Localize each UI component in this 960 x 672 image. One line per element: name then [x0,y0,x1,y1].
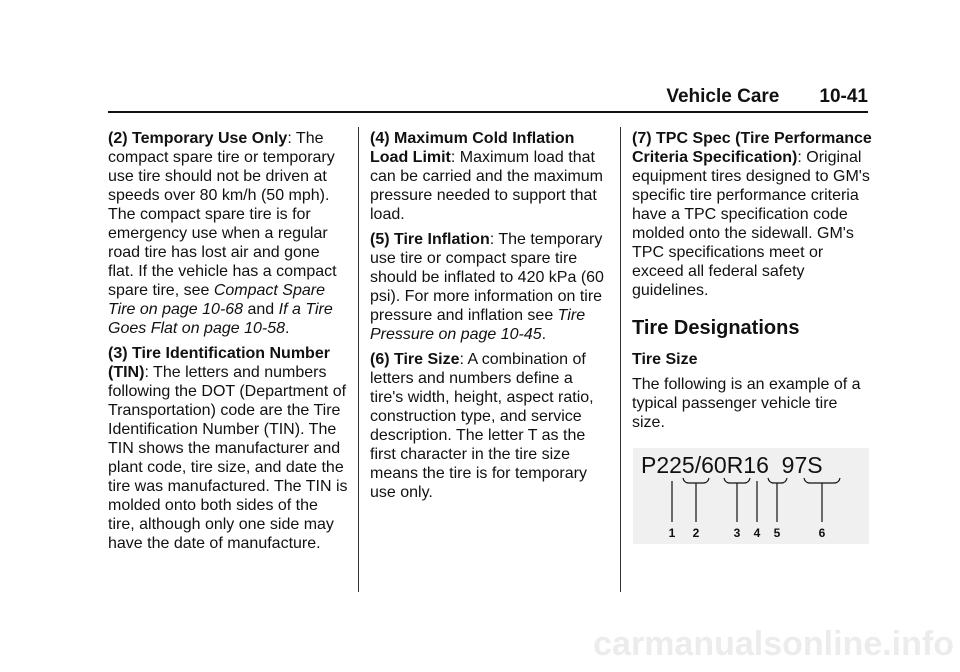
cross-ref-tire-pressure[interactable]: Tire Pressure on page 10-45 [370,307,586,343]
term-colon: : [450,149,456,166]
column-divider [620,127,621,592]
connector-text: and [243,301,279,318]
term-colon: : [489,231,495,248]
tire-size-illustration [633,448,869,544]
header-section-title: Vehicle Care [666,86,780,107]
term-colon: : [797,149,802,166]
paragraph-text: The letters and numbers following the DOT (Department of Transportation) code are the Tire Identification Number (TIN). The TIN shows the manufacturer and plant code, tire size, and date the tire was manufactured. The TIN is molded onto both sides of the tire, although only one side may have the date of manufacture. [108,364,348,552]
subheading-tire-size: Tire Size [632,351,698,368]
term-colon: : [459,351,464,368]
paragraph-tire-inflation [370,230,610,344]
term-colon: : [144,364,149,381]
sentence-end: . [285,320,290,337]
callout-number-3: 3 [733,526,741,540]
callout-number-1: 1 [668,526,676,540]
term-tire-size: (6) Tire Size [370,351,460,368]
paragraph-max-cold-inflation [370,129,610,224]
section-heading-tire-designations: Tire Designations [632,317,800,339]
paragraph-tpc-spec [632,129,872,300]
column-2 [370,129,610,508]
term-tin: (3) Tire Identification Number (TIN) [108,345,330,381]
column-divider [358,127,359,592]
term-temporary-use: (2) Temporary Use Only [108,130,288,147]
cross-ref-tire-flat[interactable]: If a Tire Goes Flat on page 10-58 [108,301,333,337]
header-page-number: 10-41 [819,86,868,107]
term-colon: : [287,130,292,147]
column-1 [108,129,348,559]
paragraph-tire-size-intro: The following is an example of a typical passenger vehicle tire size. [632,376,861,431]
paragraph-tin [108,344,348,553]
page-header [600,86,868,108]
term-tire-inflation: (5) Tire Inflation [370,231,490,248]
paragraph-text: Original equipment tires designed to GM's specific tire performance criteria have a TPC specification code molded onto the sidewall. GM's TPC specifications meet or exceed all federal safety guidelines. [632,149,870,299]
sentence-end: . [541,326,547,343]
cross-ref-compact-spare[interactable]: Compact Spare Tire on page 10-68 [108,282,325,318]
column-3 [632,129,872,438]
paragraph-tire-size [370,350,610,502]
paragraph-text: A combination of letters and numbers define a tire's width, height, aspect ratio, construction type, and service description. The letter T as the first character in the tire size means the tire is for temporary use only. [370,351,594,501]
callout-number-5: 5 [773,526,781,540]
paragraph-temporary-use [108,129,348,338]
callout-number-4: 4 [753,526,761,540]
paragraph-text: Maximum load that can be carried and the maximum pressure needed to support that load. [370,149,603,223]
tire-size-code: P225/60R16 97S [641,452,823,478]
paragraph-text: The temporary use tire or compact spare tire should be inflated to 420 kPa (60 psi). For more information on tire pressure and inflation see [370,231,604,324]
callout-number-6: 6 [818,526,826,540]
header-rule [108,111,868,113]
watermark: carmanualsonline.info [593,625,954,663]
term-tpc-spec: (7) TPC Spec (Tire Performance Criteria Specification) [632,130,872,166]
term-max-cold-inflation: (4) Maximum Cold Inflation Load Limit [370,130,575,166]
callout-number-2: 2 [692,526,700,540]
paragraph-text: The compact spare tire or temporary use tire should not be driven at speeds over 80 km/h (50 mph). The compact spare tire is for emergency use when a regular road tire has lost air and gone flat. If the vehicle has a compact spare tire, see [108,130,337,299]
